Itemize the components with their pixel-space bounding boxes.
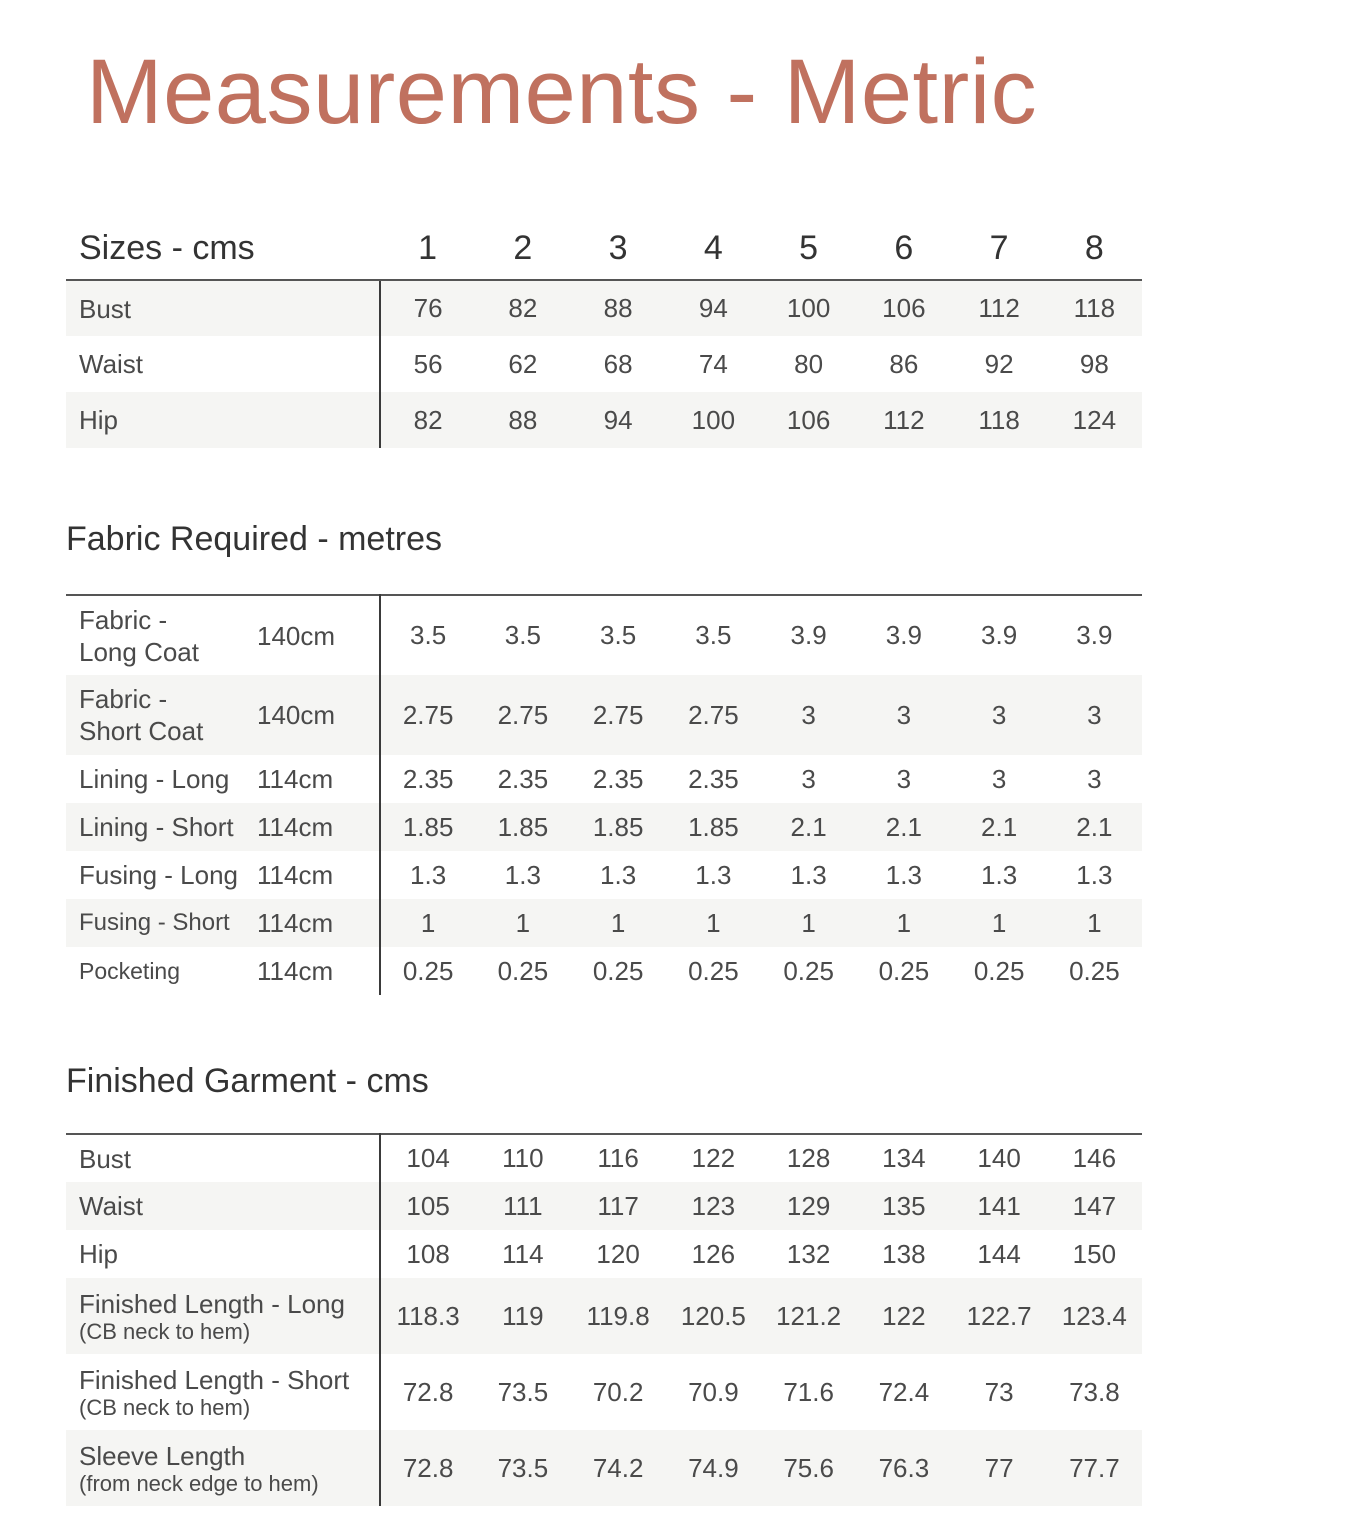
table-cell: 120.5	[666, 1278, 761, 1354]
table-cell: 75.6	[761, 1430, 856, 1506]
table-cell: 116	[597, 1143, 639, 1173]
table-cell: 1	[1047, 899, 1142, 947]
table-row	[66, 336, 1142, 392]
finished-section-heading: Finished Garment - cms	[66, 1062, 429, 1100]
table-cell: 3	[1087, 763, 1102, 794]
table-cell: 2.1	[952, 803, 1047, 851]
table-row	[66, 899, 1142, 947]
table-cell: 3	[1047, 675, 1142, 755]
table-cell: 119.8	[571, 1278, 666, 1354]
row-label: Waist	[66, 336, 380, 392]
table-cell: 1.3	[981, 859, 1018, 890]
table-row	[66, 595, 1142, 675]
row-label: Hip	[66, 1230, 380, 1278]
table-cell: 128	[786, 1143, 831, 1173]
table-cell: 0.25	[878, 955, 930, 986]
page-title: Measurements - Metric	[86, 41, 1038, 143]
fabric-name: Lining - Short	[79, 812, 234, 842]
size-heading: 5	[761, 218, 856, 280]
row-label	[66, 755, 380, 803]
table-cell: 108	[406, 1238, 450, 1269]
fabric-width: 114cm	[257, 764, 334, 794]
table-cell: 2.35	[592, 763, 644, 794]
table-cell: 118	[952, 392, 1047, 448]
table-cell: 134	[882, 1143, 926, 1173]
table-cell: 3	[761, 675, 856, 755]
table-cell: 2.1	[856, 803, 951, 851]
table-cell: 146	[1072, 1143, 1117, 1173]
table-cell: 124	[1047, 392, 1142, 448]
table-cell: 3.5	[504, 620, 541, 650]
table-cell: 123.4	[1047, 1278, 1142, 1354]
table-cell: 3.9	[790, 620, 827, 650]
row-label: Bust	[66, 280, 380, 336]
table-cell: 118	[1047, 280, 1142, 336]
table-cell: 77.7	[1047, 1430, 1142, 1506]
table-row	[66, 1230, 1142, 1278]
table-cell: 3.5	[410, 620, 447, 650]
table-cell: 3.9	[981, 620, 1018, 650]
table-cell: 3	[801, 763, 816, 794]
table-cell: 147	[1047, 1182, 1142, 1230]
row-label-main: Finished Length - Short	[79, 1365, 350, 1395]
table-cell: 111	[475, 1182, 570, 1230]
table-cell: 3.9	[885, 620, 922, 650]
fabric-name-line: Short Coat	[79, 716, 204, 746]
table-cell: 88	[475, 392, 570, 448]
table-cell: 1.3	[885, 859, 922, 890]
row-label	[66, 851, 380, 899]
table-row	[66, 1278, 1142, 1354]
fabric-name	[79, 604, 257, 668]
table-cell: 2.75	[380, 675, 475, 755]
table-cell: 76	[380, 280, 475, 336]
table-cell: 112	[952, 280, 1047, 336]
table-cell: 144	[977, 1238, 1021, 1269]
row-label	[66, 675, 380, 755]
table-cell: 2.75	[571, 675, 666, 755]
table-cell: 122	[691, 1143, 736, 1173]
table-cell: 123	[666, 1182, 761, 1230]
fabric-name-line: Long Coat	[79, 636, 199, 667]
table-cell: 122	[856, 1278, 951, 1354]
finished-garment-table	[66, 1133, 1142, 1506]
fabric-name	[79, 683, 257, 747]
table-cell: 3.9	[1076, 620, 1113, 650]
row-label: Waist	[66, 1182, 380, 1230]
table-cell: 82	[475, 280, 570, 336]
fabric-name: Pocketing	[79, 958, 181, 984]
sizes-table	[66, 218, 1142, 448]
table-cell: 1.3	[1076, 859, 1113, 890]
row-label	[66, 595, 380, 675]
size-heading: 6	[856, 218, 951, 280]
table-cell: 1.85	[571, 803, 666, 851]
row-label-note: (CB neck to hem)	[79, 1395, 251, 1420]
table-cell: 2.75	[666, 675, 761, 755]
fabric-table	[66, 594, 1142, 995]
table-row	[66, 280, 1142, 336]
table-row	[66, 675, 1142, 755]
table-row	[66, 803, 1142, 851]
fabric-name: Fusing - Long	[79, 860, 238, 890]
table-cell: 74.2	[571, 1430, 666, 1506]
row-label: Bust	[66, 1134, 380, 1182]
sizes-header-row	[66, 218, 1142, 280]
table-cell: 135	[856, 1182, 951, 1230]
table-cell: 122.7	[952, 1278, 1047, 1354]
table-row	[66, 755, 1142, 803]
table-row	[66, 392, 1142, 448]
table-row	[66, 1354, 1142, 1430]
table-cell: 92	[984, 348, 1014, 379]
table-cell: 3	[856, 675, 951, 755]
table-cell: 73.5	[497, 1376, 549, 1407]
table-row	[66, 1182, 1142, 1230]
table-cell: 2.35	[402, 763, 454, 794]
table-cell: 0.25	[973, 955, 1025, 986]
table-cell: 2.35	[497, 763, 549, 794]
table-cell: 140	[977, 1143, 1021, 1173]
row-label	[66, 1430, 380, 1506]
table-cell: 80	[794, 348, 824, 379]
table-cell: 73.8	[1069, 1376, 1120, 1407]
size-heading: 1	[380, 218, 475, 280]
table-row	[66, 947, 1142, 995]
size-heading: 3	[571, 218, 666, 280]
table-cell: 1.3	[410, 859, 447, 890]
table-cell: 2.1	[761, 803, 856, 851]
fabric-section-heading: Fabric Required - metres	[66, 520, 443, 558]
table-cell: 138	[882, 1238, 926, 1269]
fabric-width: 114cm	[257, 812, 334, 842]
table-cell: 68	[603, 348, 633, 379]
table-cell: 0.25	[402, 955, 454, 986]
table-cell: 3.5	[695, 620, 732, 650]
fabric-name-line: Fabric -	[79, 684, 168, 714]
table-cell: 0.25	[497, 955, 549, 986]
table-cell: 76.3	[856, 1430, 951, 1506]
table-cell: 0.25	[592, 955, 644, 986]
size-heading: 7	[952, 218, 1047, 280]
row-label	[66, 899, 380, 947]
table-cell: 77	[952, 1430, 1047, 1506]
row-label	[66, 1278, 380, 1354]
table-cell: 1	[952, 899, 1047, 947]
table-cell: 1	[571, 899, 666, 947]
table-cell: 114	[502, 1238, 544, 1269]
table-cell: 74.9	[666, 1430, 761, 1506]
table-row	[66, 1430, 1142, 1506]
table-cell: 71.6	[783, 1376, 834, 1407]
row-label-note: (from neck edge to hem)	[79, 1471, 319, 1496]
table-cell: 1.85	[475, 803, 570, 851]
fabric-name: Fusing - Short	[79, 909, 230, 936]
table-cell: 3	[952, 675, 1047, 755]
table-cell: 2.1	[1047, 803, 1142, 851]
table-cell: 150	[1072, 1238, 1117, 1269]
table-cell: 119	[475, 1278, 570, 1354]
row-label-main: Sleeve Length	[79, 1441, 246, 1471]
table-cell: 118.3	[380, 1278, 475, 1354]
fabric-width: 114cm	[257, 860, 334, 890]
table-cell: 1	[380, 899, 475, 947]
table-cell: 105	[380, 1182, 475, 1230]
table-cell: 1	[666, 899, 761, 947]
fabric-width: 140cm	[257, 620, 336, 651]
table-cell: 1.3	[600, 859, 637, 890]
table-cell: 88	[571, 280, 666, 336]
table-cell: 120	[596, 1238, 640, 1269]
table-cell: 1.85	[380, 803, 475, 851]
size-heading: 2	[475, 218, 570, 280]
row-label	[66, 947, 380, 995]
table-cell: 3	[896, 763, 912, 794]
fabric-name-line: Fabric -	[79, 604, 168, 635]
table-cell: 1.3	[695, 859, 732, 890]
table-cell: 3.5	[600, 620, 637, 650]
table-cell: 70.9	[688, 1376, 739, 1407]
table-cell: 141	[952, 1182, 1047, 1230]
table-cell: 62	[508, 348, 538, 379]
table-cell: 3	[991, 763, 1007, 794]
table-cell: 73.5	[475, 1430, 570, 1506]
table-cell: 117	[571, 1182, 666, 1230]
table-cell: 1.85	[666, 803, 761, 851]
table-cell: 106	[856, 280, 951, 336]
table-row	[66, 851, 1142, 899]
table-cell: 70.2	[592, 1376, 644, 1407]
table-cell: 94	[571, 392, 666, 448]
sizes-header-label: Sizes - cms	[66, 218, 380, 280]
table-cell: 86	[889, 348, 919, 379]
table-cell: 121.2	[761, 1278, 856, 1354]
table-cell: 126	[691, 1238, 736, 1269]
table-cell: 1.3	[790, 859, 827, 890]
fabric-name: Lining - Long	[79, 764, 230, 794]
table-cell: 104	[406, 1143, 450, 1173]
table-cell: 56	[413, 348, 443, 379]
row-label	[66, 803, 380, 851]
row-label: Hip	[66, 392, 380, 448]
table-cell: 0.25	[783, 955, 834, 986]
table-cell: 0.25	[1069, 955, 1120, 986]
table-cell: 0.25	[688, 955, 739, 986]
table-cell: 82	[380, 392, 475, 448]
table-cell: 2.75	[475, 675, 570, 755]
table-cell: 1	[856, 899, 951, 947]
table-cell: 2.35	[688, 763, 739, 794]
fabric-width: 114cm	[257, 908, 334, 938]
table-cell: 72.8	[402, 1376, 454, 1407]
table-cell: 72.8	[380, 1430, 475, 1506]
table-cell: 94	[666, 280, 761, 336]
size-heading: 4	[666, 218, 761, 280]
table-cell: 100	[666, 392, 761, 448]
table-cell: 1	[761, 899, 856, 947]
table-cell: 73	[984, 1376, 1014, 1407]
table-cell: 72.4	[878, 1376, 930, 1407]
table-cell: 98	[1079, 348, 1109, 379]
table-cell: 110	[502, 1143, 544, 1173]
fabric-width: 140cm	[257, 700, 336, 730]
table-cell: 1.3	[504, 859, 541, 890]
row-label-main: Finished Length - Long	[79, 1289, 345, 1319]
table-cell: 132	[786, 1238, 831, 1269]
size-heading: 8	[1047, 218, 1142, 280]
row-label-note: (CB neck to hem)	[79, 1319, 251, 1344]
table-cell: 129	[761, 1182, 856, 1230]
table-cell: 100	[761, 280, 856, 336]
fabric-width: 114cm	[257, 956, 334, 986]
table-cell: 74	[698, 348, 728, 379]
row-label	[66, 1354, 380, 1430]
table-row	[66, 1134, 1142, 1182]
table-cell: 1	[475, 899, 570, 947]
table-cell: 112	[856, 392, 951, 448]
table-cell: 106	[761, 392, 856, 448]
